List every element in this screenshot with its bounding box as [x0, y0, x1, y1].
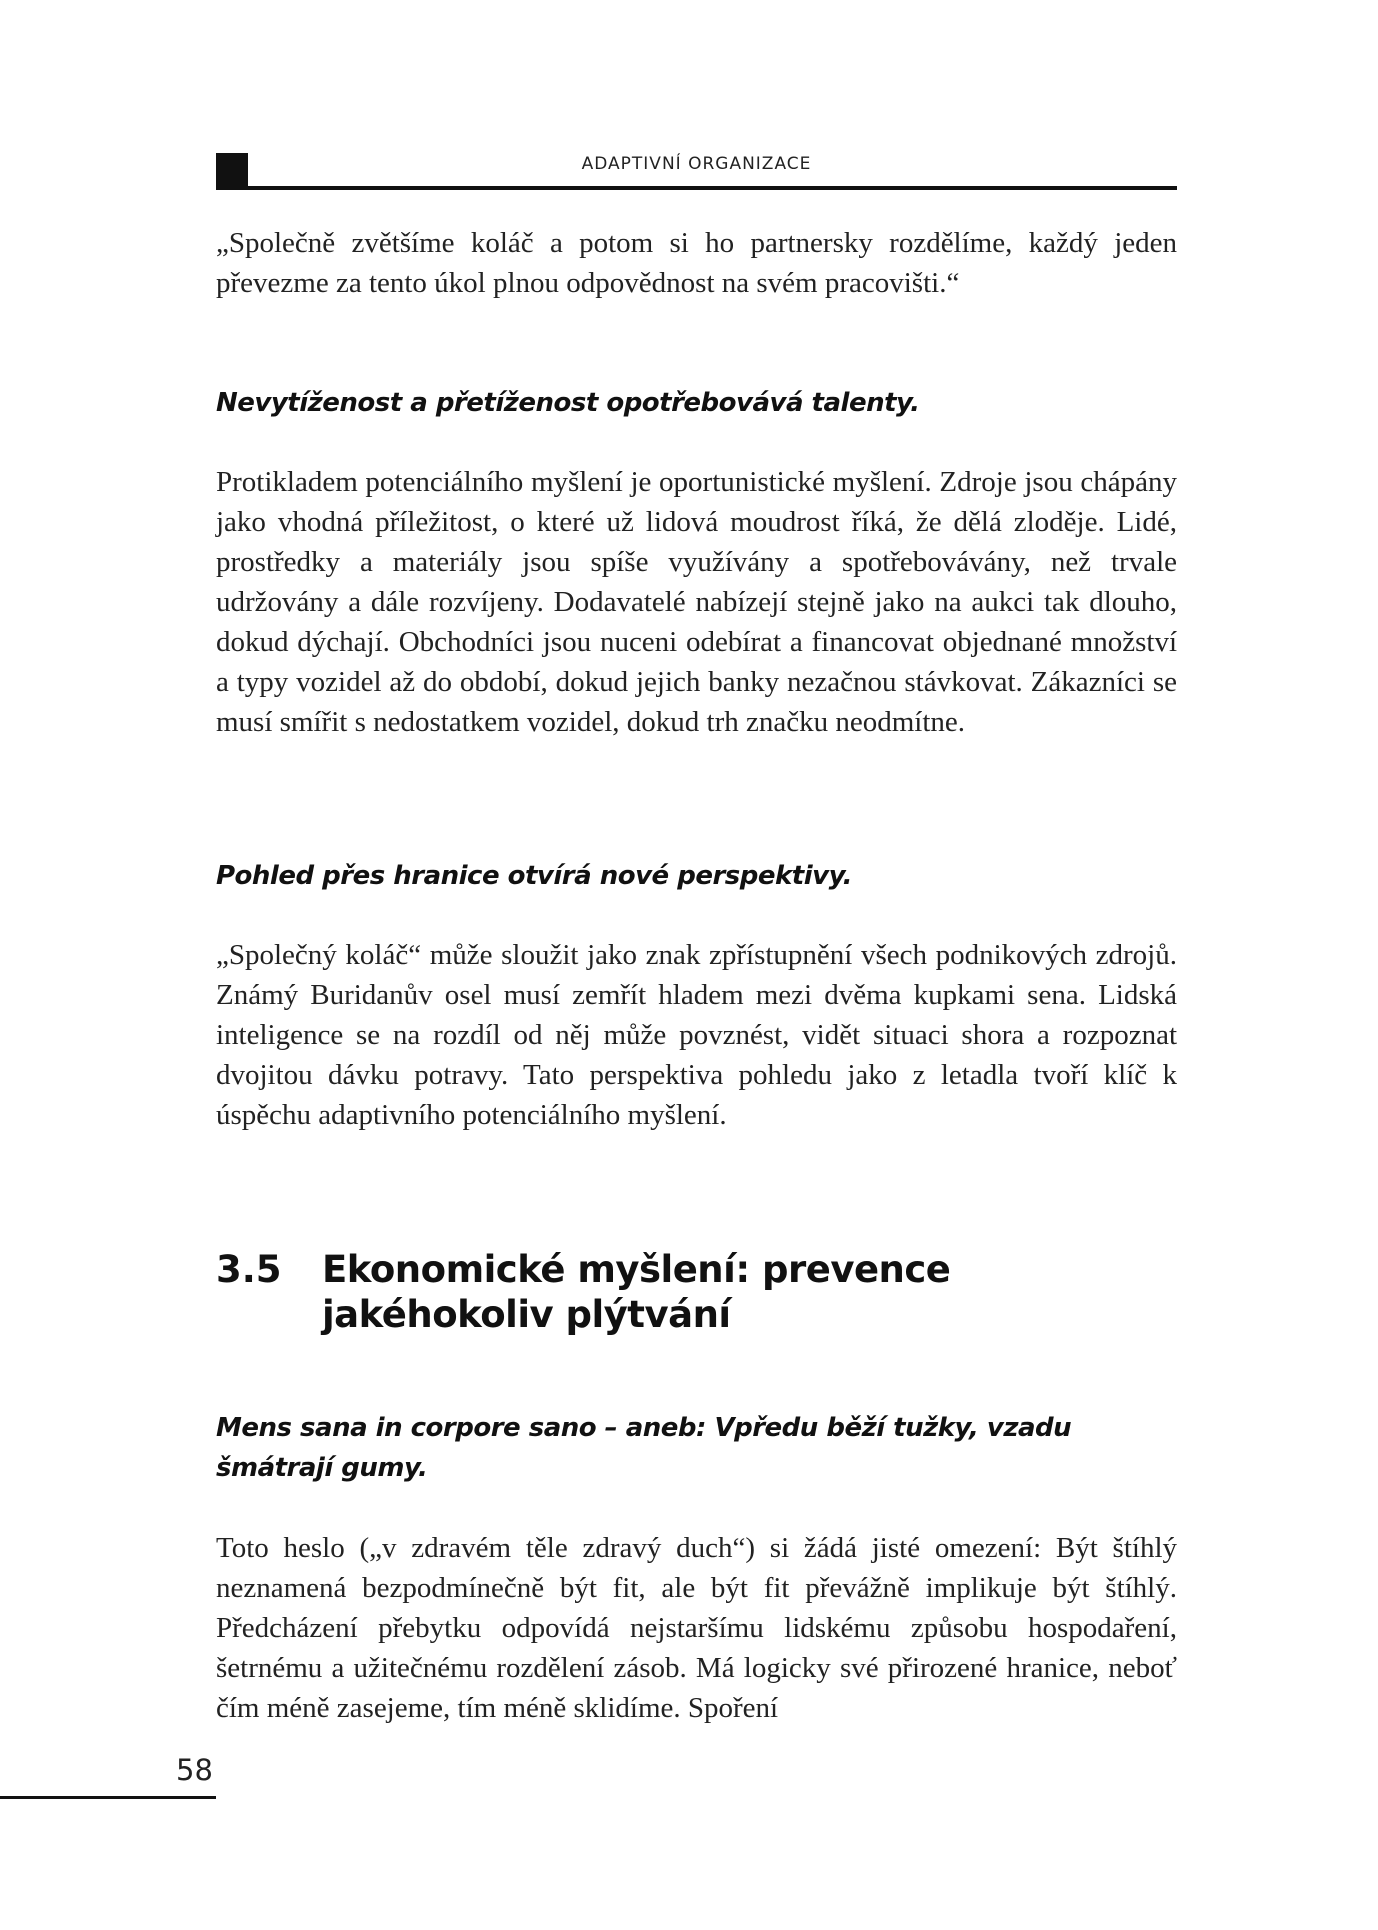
subheading-1: Nevytíženost a přetíženost opotřebovává talenty.	[216, 388, 920, 418]
subheading-3: Mens sana in corpore sano – aneb: Vpředu běží tužky, vzadu šmátrají gumy.	[216, 1413, 1072, 1483]
subheading-2: Pohled přes hranice otvírá nové perspektivy.	[216, 861, 853, 891]
paragraph-1: Protikladem potenciálního myšlení je oportunistické myšlení. Zdroje jsou chápány jako vhodná příležitost, o které už lidová moudrost říká, že dělá zloděje. Lidé, prostředky a materiály jsou spíše využívány a spotřebovávány, než trvale udržovány a dále rozvíjeny. Dodavatelé nabízejí stejně jako na aukci tak dlouho, dokud dýchají. Obchodníci jsou nuceni odebírat a financovat objednané množství a typy vozidel až do období, dokud jejich banky nezačnou stávkovat. Zákazníci se musí smířit s nedostatkem vozidel, dokud trh značku neodmítne.	[216, 466, 1177, 738]
section-number: 3.5	[216, 1248, 282, 1291]
header-rule	[216, 186, 1177, 190]
paragraph-2: „Společný koláč“ může sloužit jako znak zpřístupnění všech podnikových zdrojů. Známý Buridanův osel musí zemřít hladem mezi dvěma kupkami sena. Lidská inteligence se na rozdíl od něj může povznést, vidět situaci shora a rozpoznat dvojitou dávku potravy. Tato perspektiva pohledu jako z letadla tvoří klíč k úspěchu adaptivního potenciálního myšlení.	[216, 939, 1177, 1131]
section-title: Ekonomické myšlení: prevence jakéhokoliv plýtvání	[322, 1248, 951, 1336]
footer-rule	[0, 1796, 216, 1799]
paragraph-3: Toto heslo („v zdravém těle zdravý duch“) si žádá jisté omezení: Být štíhlý neznamená bezpodmínečně být fit, ale být fit převážně implikuje být štíhlý. Předcházení přebytku odpovídá nejstaršímu lidskému způsobu hospodaření, šetrnému a užitečnému rozdělení zásob. Má logicky své přirozené hranice, neboť čím méně zasejeme, tím méně sklidíme. Spoření	[216, 1532, 1177, 1724]
quote-paragraph: „Společně zvětšíme koláč a potom si ho partnersky rozdělíme, každý jeden převezme za tento úkol plnou odpovědnost na svém pracovišti.“	[216, 227, 1177, 299]
page-number: 58	[176, 1753, 213, 1787]
running-header-title: ADAPTIVNÍ ORGANIZACE	[581, 154, 812, 174]
